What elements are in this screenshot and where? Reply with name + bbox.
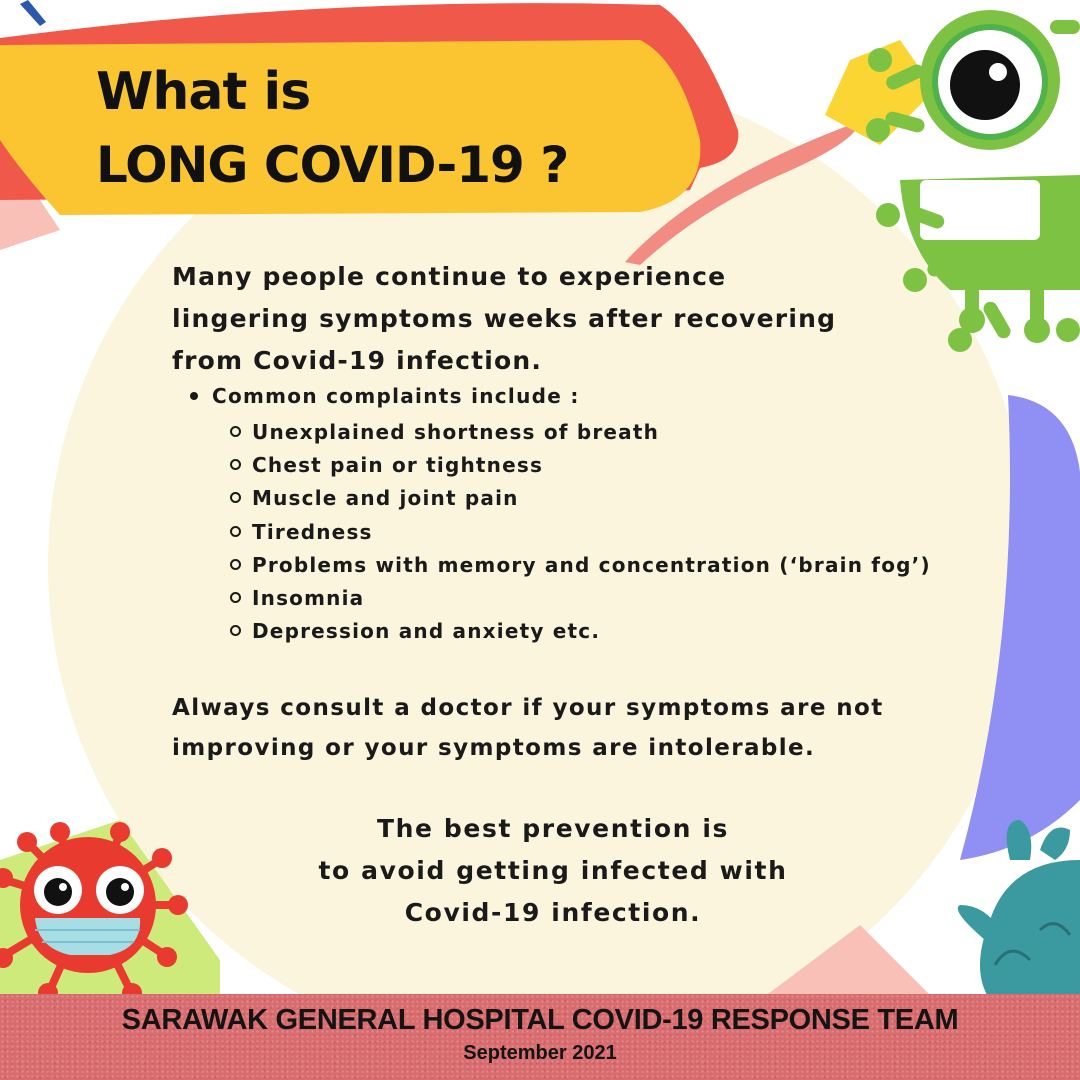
intro-line: from Covid-19 infection. [172, 346, 543, 375]
intro-line: Many people continue to experience [172, 262, 727, 291]
consult-line: improving or your symptoms are intolerable. [172, 735, 816, 761]
title-line-2: LONG COVID-19 ? [96, 136, 569, 194]
list-item: Insomnia [230, 582, 931, 615]
list-item: Unexplained shortness of breath [230, 416, 931, 449]
consult-line: Always consult a doctor if your symptoms are not [172, 695, 884, 721]
list-item: Problems with memory and concentration (‘brain fog’) [230, 549, 931, 582]
blue-stroke [20, 0, 46, 26]
title-line-1: What is [96, 62, 311, 122]
intro-line: lingering symptoms weeks after recovering [172, 304, 837, 333]
footer-date: September 2021 [463, 1042, 617, 1064]
footer-banner [0, 994, 1080, 1080]
list-item: Muscle and joint pain [230, 482, 931, 515]
intro-paragraph [172, 256, 932, 382]
complaints-list [230, 416, 931, 648]
list-item: Tiredness [230, 516, 931, 549]
complaints-heading: Common complaints include : [190, 384, 580, 408]
prevention-line: to avoid getting infected with [318, 856, 788, 885]
prevention-line: The best prevention is [377, 814, 729, 843]
footer-team-name: SARAWAK GENERAL HOSPITAL COVID-19 RESPONSE TEAM [121, 1004, 959, 1036]
list-item: Chest pain or tightness [230, 449, 931, 482]
list-item: Depression and anxiety etc. [230, 615, 931, 648]
consult-paragraph [172, 688, 884, 768]
prevention-line: Covid-19 infection. [404, 898, 702, 927]
prevention-paragraph [258, 808, 848, 934]
